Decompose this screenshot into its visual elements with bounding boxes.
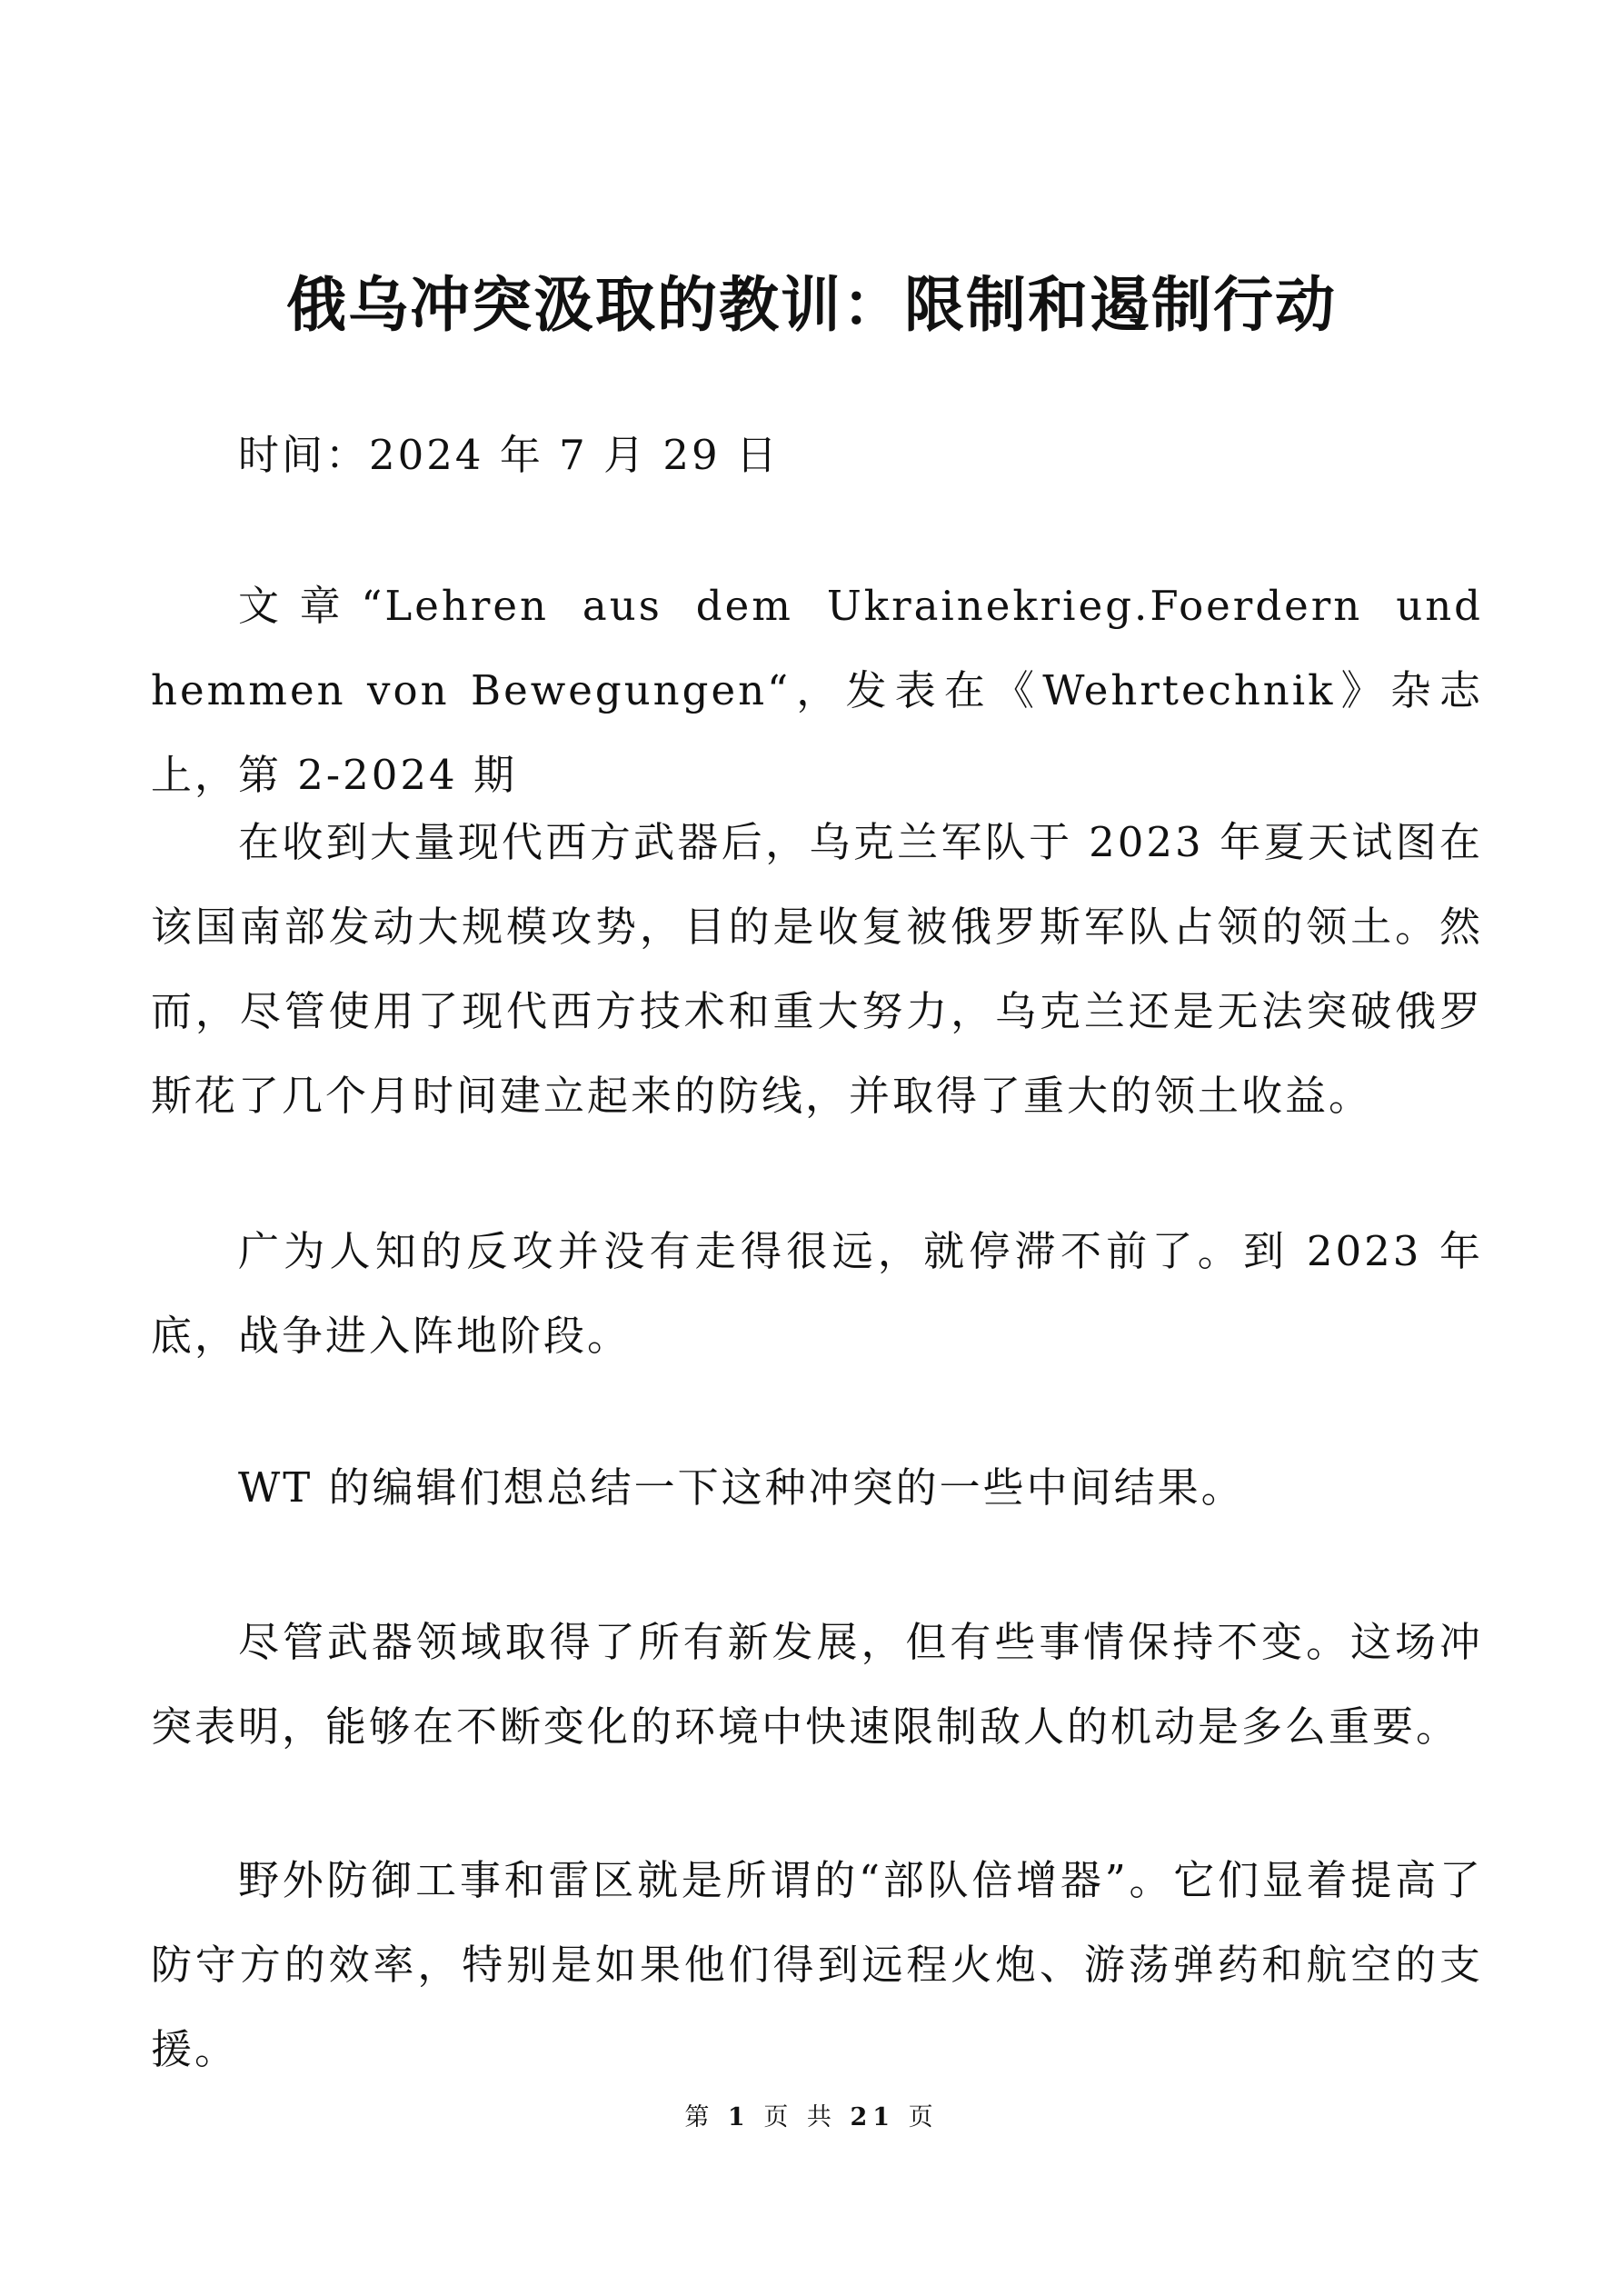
footer-suffix: 页	[908, 2103, 939, 2131]
footer-total-pages: 21	[850, 2103, 896, 2131]
footer-page-number: 1	[727, 2103, 751, 2131]
document-title: 俄乌冲突汲取的教训：限制和遏制行动	[286, 269, 1337, 340]
body-paragraph-5: 野外防御工事和雷区就是所谓的“部队倍增器”。它们显着提高了防守方的效率，特别是如果他们得到远程火炮、游荡弹药和航空的支援。	[151, 1856, 1483, 2073]
source-paragraph: 文章“Lehren aus dem Ukrainekrieg.Foerdern und hemmen von Bewegungen“，发表在《Wehrtechnik》杂志上，第 2-2024 期	[151, 582, 1483, 799]
footer-middle: 页 共	[763, 2103, 837, 2131]
body-paragraph-3: WT 的编辑们想总结一下这种冲突的一些中间结果。	[238, 1463, 1245, 1512]
body-paragraph-2: 广为人知的反攻并没有走得很远，就停滞不前了。到 2023 年底，战争进入阵地阶段。	[151, 1227, 1483, 1360]
body-paragraph-4: 尽管武器领域取得了所有新发展，但有些事情保持不变。这场冲突表明，能够在不断变化的环境中快速限制敌人的机动是多么重要。	[151, 1618, 1483, 1751]
body-paragraph-1: 在收到大量现代西方武器后，乌克兰军队于 2023 年夏天试图在该国南部发动大规模攻势，目的是收复被俄罗斯军队占领的领土。然而，尽管使用了现代西方技术和重大努力，乌克兰还是无法突破俄罗斯花了几个月时间建立起来的防线，并取得了重大的领土收益。	[151, 818, 1483, 1120]
date-paragraph: 时间：2024 年 7 月 29 日	[238, 431, 780, 479]
footer-prefix: 第	[684, 2103, 715, 2131]
page-footer	[0, 2100, 1623, 2136]
